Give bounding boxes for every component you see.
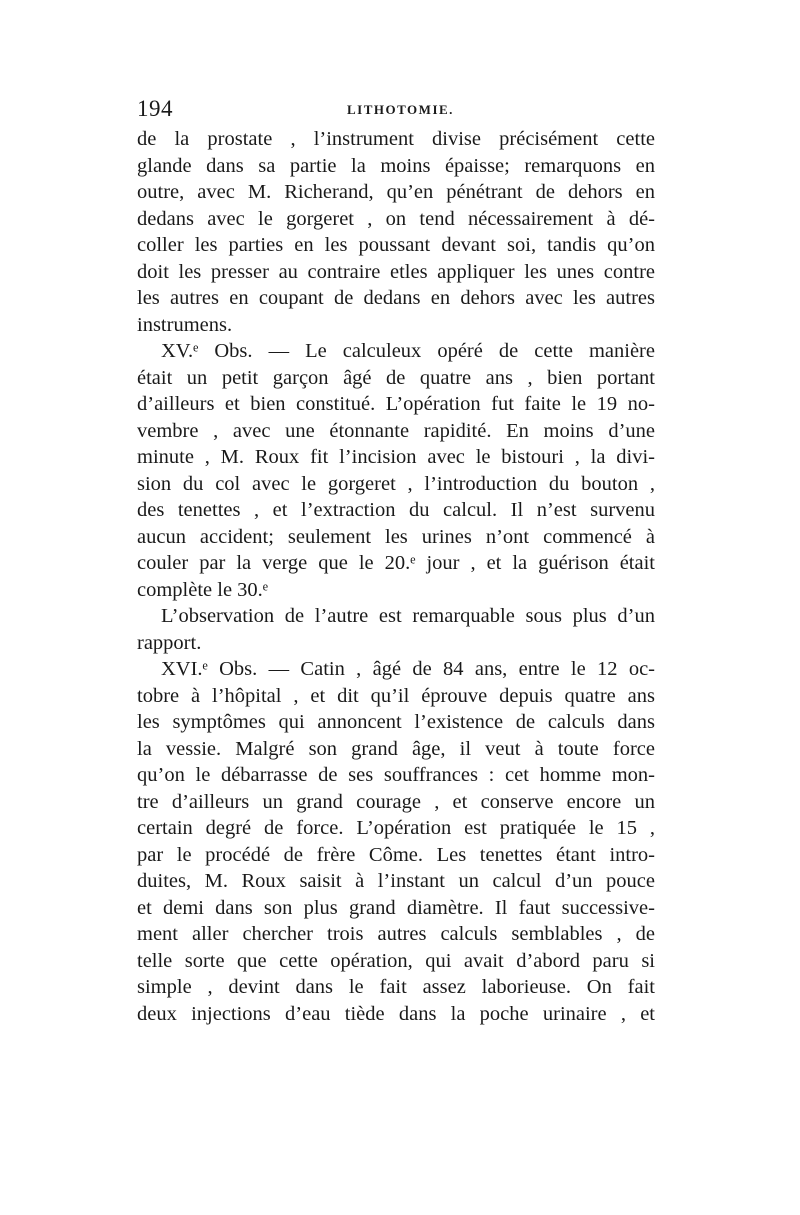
text-line: simple , devint dans le fait assez laborieuse. On fait [137,976,655,998]
text-line: telle sorte que cette opération, qui avait d’abord paru si [137,949,655,972]
text-line: aucun accident; seulement les urines n’ont commencé à [137,525,655,548]
text-line: complète le 30.ᵉ [137,578,269,601]
text-line: sion du col avec le gorgeret , l’introduction du bouton , [137,472,655,495]
observation-heading-line: XVI.ᵉ Obs. — Catin , âgé de 84 ans, entre le 12 oc- [161,658,655,680]
running-title: LITHOTOMIE. [347,102,454,117]
text-line: deux injections d’eau tiède dans la poche urinaire , et [137,1002,655,1025]
paragraph-start-line: L’observation de l’autre est remarquable sous plus d’un [161,605,655,627]
text-line: les autres en coupant de dedans en dehors avec les autres [137,287,655,309]
text-line: les symptômes qui annoncent l’existence de calculs dans [137,711,655,733]
text-line: de la prostate , l’instrument divise précisément cette [137,128,655,150]
observation-heading-line: XV.ᵉ Obs. — Le calculeux opéré de cette manière [161,340,655,362]
text-line: des tenettes , et l’extraction du calcul. Il n’est survenu [137,499,655,521]
text-line: tobre à l’hôpital , et dit qu’il éprouve depuis quatre ans [137,684,655,707]
text-line: et demi dans son plus grand diamètre. Il faut successive- [137,896,655,919]
page-number: 194 [137,96,173,121]
text-line: outre, avec M. Richerand, qu’en pénétrant de dehors en [137,181,655,203]
text-line: instrumens. [137,313,233,336]
text-line: ment aller chercher trois autres calculs semblables , de [137,923,655,945]
text-line: dedans avec le gorgeret , on tend nécessairement à dé- [137,207,655,230]
text-line: rapport. [137,631,202,654]
text-line: d’ailleurs et bien constitué. L’opération fut faite le 19 no- [137,393,655,415]
text-line: doit les presser au contraire etles appliquer les unes contre [137,260,655,283]
text-line: glande dans sa partie la moins épaisse; remarquons en [137,154,655,177]
text-line: duites, M. Roux saisit à l’instant un calcul d’un pouce [137,870,655,892]
text-line: la vessie. Malgré son grand âge, il veut à toute force [137,737,655,760]
text-line: vembre , avec une étonnante rapidité. En moins d’une [137,419,655,442]
text-line: était un petit garçon âgé de quatre ans , bien portant [137,366,655,389]
text-line: couler par la verge que le 20.ᵉ jour , et la guérison était [137,552,655,574]
text-line: qu’on le débarrasse de ses souffrances : cet homme mon- [137,764,655,786]
text-line: coller les parties en les poussant devant soi, tandis qu’on [137,234,655,256]
text-line: certain degré de force. L’opération est pratiquée le 15 , [137,817,655,839]
text-line: par le procédé de frère Côme. Les tenettes étant intro- [137,843,655,866]
text-line: tre d’ailleurs un grand courage , et conserve encore un [137,790,655,813]
text-line: minute , M. Roux fit l’incision avec le bistouri , la divi- [137,446,655,468]
page-header [137,96,657,126]
body-text [137,126,655,1027]
